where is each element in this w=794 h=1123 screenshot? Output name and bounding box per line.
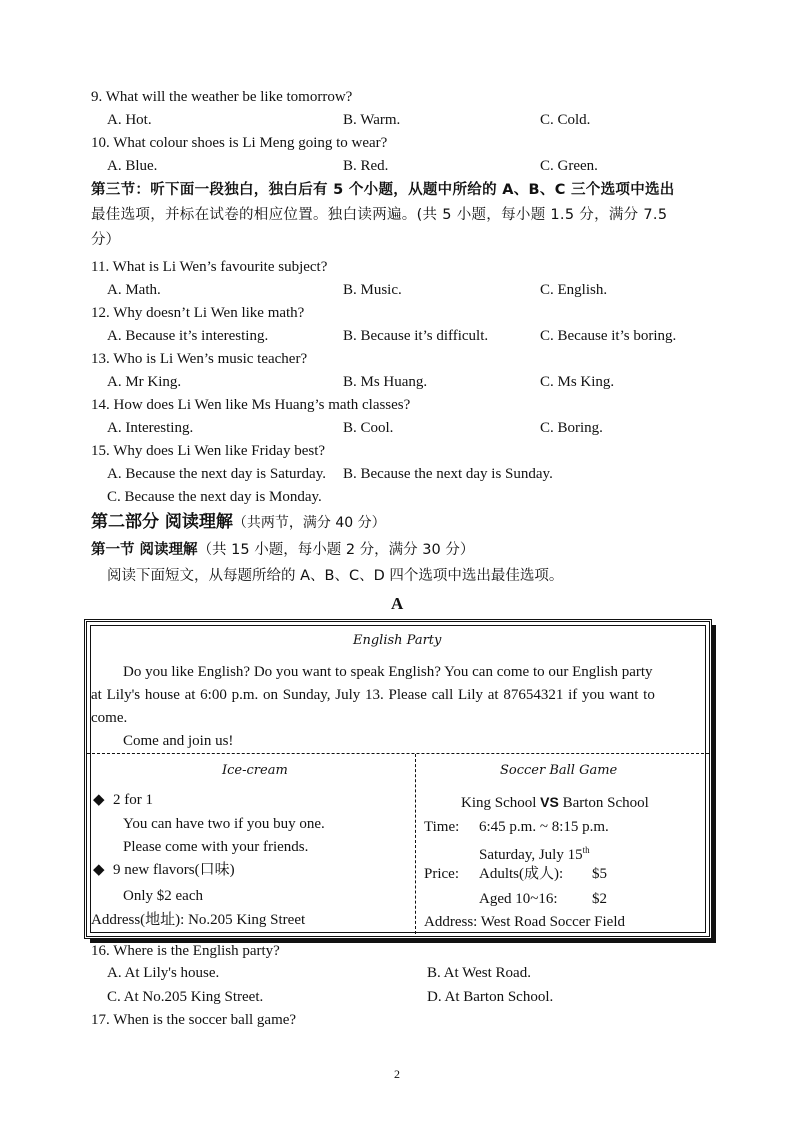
- part2-title: 第二部分 阅读理解: [91, 512, 233, 532]
- date-value: Saturday, July 15th: [479, 845, 590, 863]
- adult-price: $5: [592, 866, 607, 882]
- time-value: 6:45 p.m. ~ 8:15 p.m.: [479, 819, 609, 835]
- party-text-line4: Come and join us!: [123, 733, 234, 749]
- aged-price: $2: [592, 891, 607, 907]
- page-number: 2: [394, 1067, 400, 1081]
- q9-option-a: A. Hot.: [107, 112, 152, 128]
- party-text-line3: come.: [91, 710, 128, 726]
- q12-option-b: B. Because it’s difficult.: [343, 328, 489, 344]
- q15-option-a: A. Because the next day is Saturday.: [107, 466, 326, 482]
- q10-option-a: A. Blue.: [107, 158, 158, 174]
- q16-option-c: C. At No.205 King Street.: [107, 989, 264, 1005]
- q12-option-c: C. Because it’s boring.: [540, 328, 677, 344]
- question-10: 10. What colour shoes is Li Meng going to wear?: [91, 135, 388, 151]
- q16-option-b: B. At West Road.: [427, 965, 531, 981]
- q9-option-c: C. Cold.: [540, 112, 591, 128]
- time-label: Time:: [424, 819, 460, 835]
- reading-instructions: 阅读下面短文，从每题所给的 A、B、C、D 四个选项中选出最佳选项。: [107, 568, 564, 584]
- q11-option-a: A. Math.: [107, 282, 161, 298]
- adult-label: Adults(成人):: [479, 866, 564, 882]
- icecream-line-3: Only $2 each: [123, 888, 203, 904]
- q13-option-b: B. Ms Huang.: [343, 374, 428, 390]
- icecream-bullet-2: ◆ 9 new flavors(口味): [93, 862, 235, 878]
- part2-heading: [91, 512, 386, 533]
- section1-title: 第一节 阅读理解: [91, 542, 198, 558]
- question-12: 12. Why doesn’t Li Wen like math?: [91, 305, 305, 321]
- q13-option-c: C. Ms King.: [540, 374, 615, 390]
- part2-note: （共两节，满分 40 分）: [232, 515, 386, 531]
- question-9: 9. What will the weather be like tomorrow?: [91, 89, 353, 105]
- q11-option-c: C. English.: [540, 282, 608, 298]
- q15-option-c: C. Because the next day is Monday.: [107, 489, 322, 505]
- q13-option-a: A. Mr King.: [107, 374, 182, 390]
- price-label: Price:: [424, 866, 459, 882]
- party-title: English Party: [353, 633, 442, 648]
- question-16: 16. Where is the English party?: [91, 943, 280, 959]
- passage-label: A: [391, 594, 404, 613]
- q9-option-b: B. Warm.: [343, 112, 401, 128]
- q10-option-c: C. Green.: [540, 158, 598, 174]
- q11-option-b: B. Music.: [343, 282, 402, 298]
- icecream-bullet-1: ◆ 2 for 1: [93, 792, 153, 808]
- q14-option-b: B. Cool.: [343, 420, 394, 436]
- q16-option-d: D. At Barton School.: [427, 989, 554, 1005]
- q16-option-a: A. At Lily's house.: [107, 965, 220, 981]
- section1-heading: [91, 540, 474, 560]
- diamond-bullet-icon: ◆: [93, 792, 105, 808]
- diamond-bullet-icon: ◆: [93, 862, 105, 878]
- q10-option-b: B. Red.: [343, 158, 389, 174]
- divider-vertical: [415, 754, 416, 934]
- q15-option-b: B. Because the next day is Sunday.: [343, 466, 553, 482]
- soccer-address: Address: West Road Soccer Field: [424, 914, 625, 930]
- icecream-line-2: Please come with your friends.: [123, 839, 309, 855]
- aged-label: Aged 10~16:: [479, 891, 558, 907]
- icecream-title: Ice-cream: [222, 763, 288, 778]
- question-17: 17. When is the soccer ball game?: [91, 1012, 297, 1028]
- icecream-address: Address(地址): No.205 King Street: [91, 912, 306, 928]
- box-shadow-right: [712, 625, 716, 943]
- q14-option-c: C. Boring.: [540, 420, 603, 436]
- question-13: 13. Who is Li Wen’s music teacher?: [91, 351, 308, 367]
- section3-line1: 第三节：听下面一段独白，独白后有 5 个小题，从题中所给的 A、B、C 三个选项中选出: [91, 182, 675, 198]
- party-text-line2: at Lily's house at 6:00 p.m. on Sunday, July 13. Please call Lily at 87654321 if you want to: [91, 687, 655, 703]
- question-15: 15. Why does Li Wen like Friday best?: [91, 443, 326, 459]
- divider-horizontal: [87, 753, 709, 754]
- question-11: 11. What is Li Wen’s favourite subject?: [91, 259, 328, 275]
- section3-line3: 分）: [91, 232, 120, 248]
- section3-line2: 最佳选项，并标在试卷的相应位置。独白读两遍。(共 5 小题，每小题 1.5 分，满分 7.5: [91, 207, 668, 223]
- soccer-teams: King School VS Barton School: [461, 794, 649, 811]
- q14-option-a: A. Interesting.: [107, 420, 194, 436]
- icecream-line-1: You can have two if you buy one.: [123, 816, 325, 832]
- soccer-title: Soccer Ball Game: [500, 763, 618, 778]
- section1-note: （共 15 小题，每小题 2 分，满分 30 分）: [197, 542, 475, 558]
- party-text-line1: Do you like English? Do you want to speak English? You can come to our English party: [123, 664, 653, 680]
- q12-option-a: A. Because it’s interesting.: [107, 328, 269, 344]
- question-14: 14. How does Li Wen like Ms Huang’s math classes?: [91, 397, 411, 413]
